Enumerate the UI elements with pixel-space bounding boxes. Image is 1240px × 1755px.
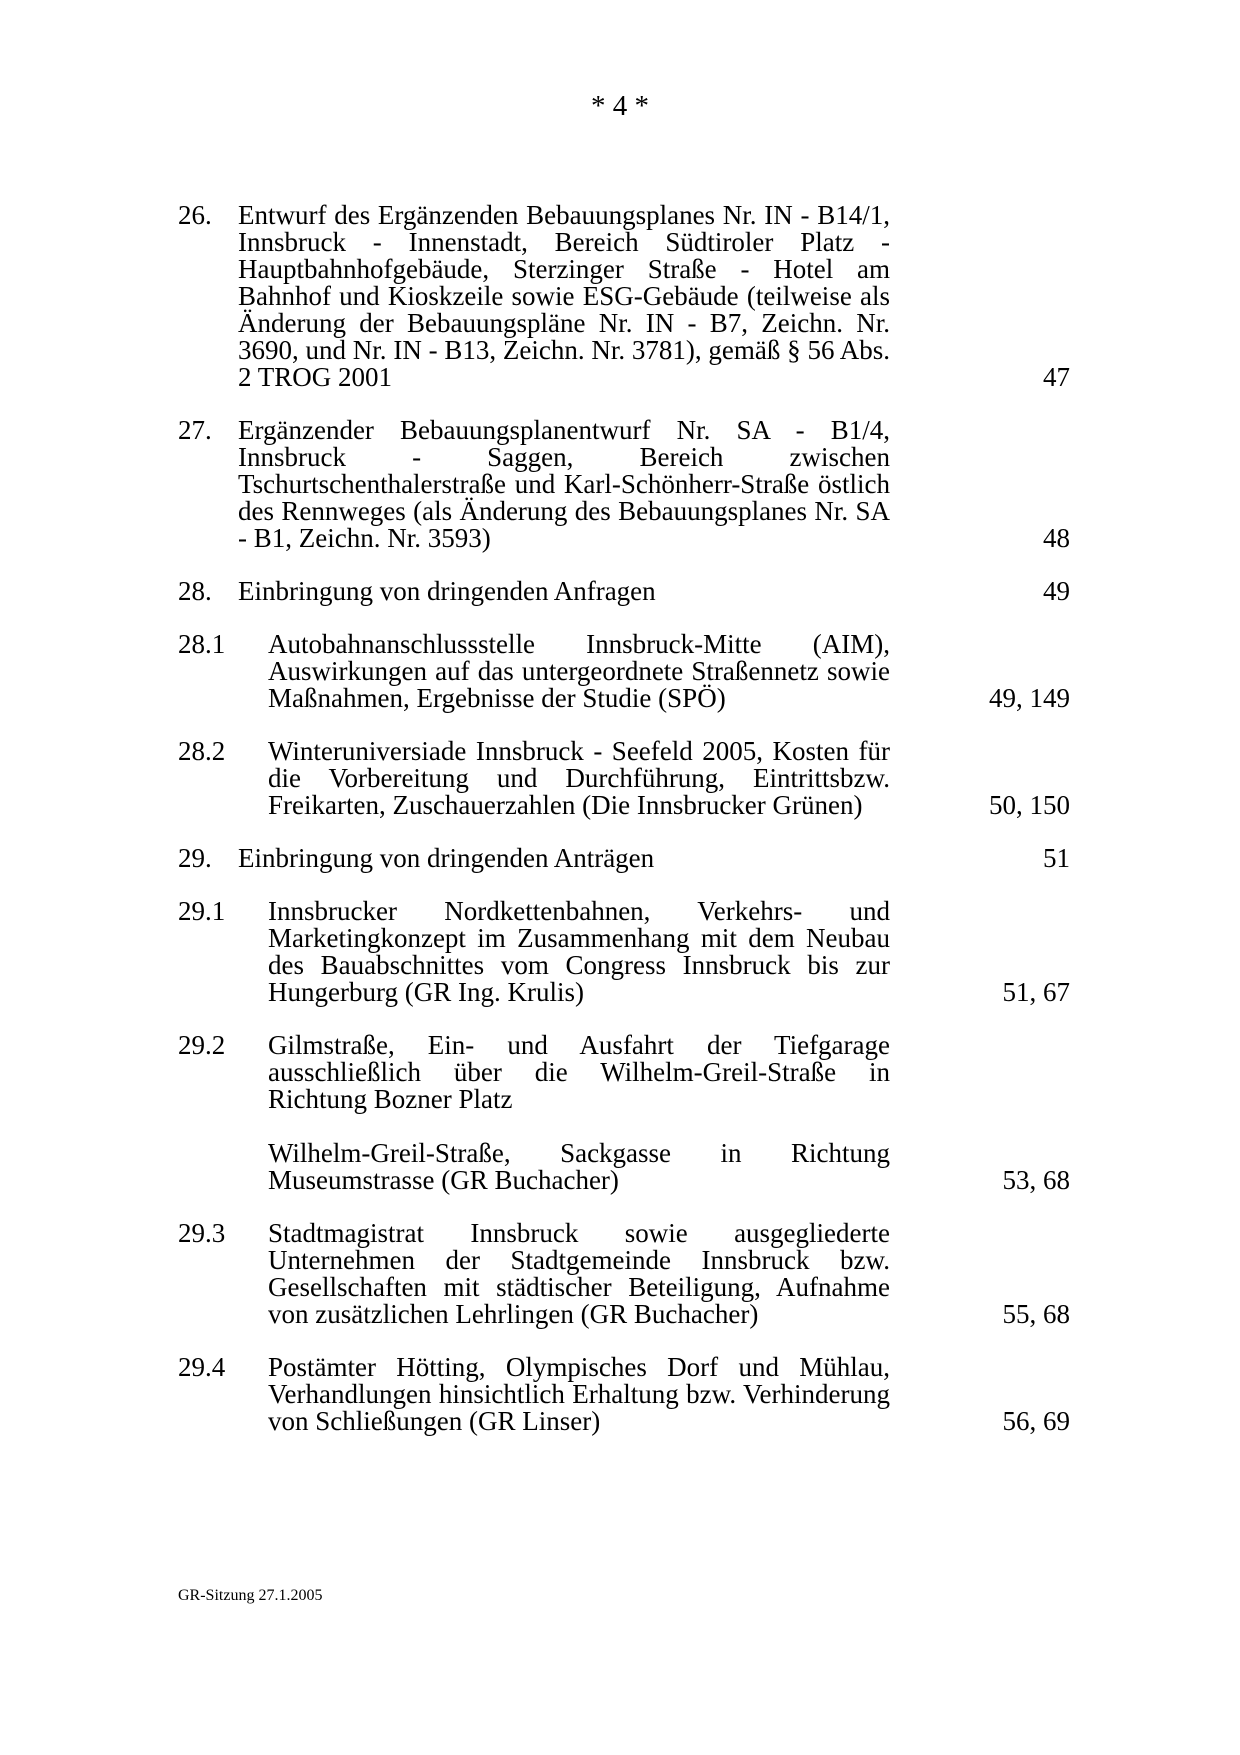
toc-entry-29-2: [178, 1032, 1070, 1194]
entry-pages: 51, 67: [1002, 977, 1070, 1007]
entry-number: 28.: [178, 576, 212, 606]
entry-paragraph: Postämter Hötting, Olympisches Dorf und Mühlau, Verhandlungen hinsichtlich Erhaltung bzw. Verhinderung von Schließungen (GR Linser): [268, 1352, 890, 1436]
entry-text: [268, 1220, 890, 1328]
entry-number: 29.: [178, 843, 212, 873]
entry-number: 28.1: [178, 629, 226, 659]
toc-entry-29-3: [178, 1220, 1070, 1328]
toc-entry-29: [178, 845, 1070, 872]
entry-paragraph: Entwurf des Ergänzenden Bebauungsplanes Nr. IN - B14/1, Innsbruck - Innenstadt, Bereich Südtiroler Platz - Hauptbahnhofgebäude, Sterzinger Straße - Hotel am Bahnhof und Kioskzeile sowie ESG-Gebäude (teilweise als Änderung der Bebauungspläne Nr. IN - B7, Zeichn. Nr. 3690, und Nr. IN - B13, Zeichn. Nr. 3781), gemäß § 56 Abs. 2 TROG 2001: [238, 200, 890, 392]
toc-entry-28: [178, 578, 1070, 605]
entry-text: [238, 202, 890, 391]
entry-number: 29.3: [178, 1218, 226, 1248]
entry-number: 28.2: [178, 736, 226, 766]
entry-paragraph: Stadtmagistrat Innsbruck sowie ausgegliederte Unternehmen der Stadtgemeinde Innsbruck bzw. Gesellschaften mit städtischer Beteiligung, Aufnahme von zusätzlichen Lehrlingen (GR Buchacher): [268, 1218, 890, 1329]
table-of-contents: [178, 202, 1070, 1461]
entry-paragraph: Winteruniversiade Innsbruck - Seefeld 2005, Kosten für die Vorbereitung und Durchführung, Eintrittsbzw. Freikarten, Zuschauerzahlen (Die Innsbrucker Grünen): [268, 736, 890, 820]
entry-text: [238, 417, 890, 552]
entry-number: 29.4: [178, 1352, 226, 1382]
entry-pages: 48: [1043, 523, 1070, 553]
entry-number: 29.1: [178, 896, 226, 926]
entry-paragraph: Einbringung von dringenden Anfragen: [238, 576, 656, 606]
entry-text: [268, 1032, 890, 1194]
entry-number: 26.: [178, 200, 212, 230]
entry-text: [268, 631, 890, 712]
entry-pages: 47: [1043, 362, 1070, 392]
entry-paragraph: Autobahnanschlussstelle Innsbruck-Mitte (AIM), Auswirkungen auf das untergeordnete Straßennetz sowie Maßnahmen, Ergebnisse der Studie (SPÖ): [268, 629, 890, 713]
entry-pages: 53, 68: [1002, 1165, 1070, 1195]
entry-text: [238, 578, 890, 605]
entry-pages: 50, 150: [989, 790, 1070, 820]
entry-number: 27.: [178, 415, 212, 445]
entry-text: [238, 845, 890, 872]
entry-pages: 55, 68: [1002, 1299, 1070, 1329]
entry-pages: 49: [1043, 576, 1070, 606]
toc-entry-26: [178, 202, 1070, 391]
toc-entry-28-2: [178, 738, 1070, 819]
entry-paragraph: Gilmstraße, Ein- und Ausfahrt der Tiefgarage ausschließlich über die Wilhelm-Greil-Straße in Richtung Bozner Platz: [268, 1030, 890, 1114]
entry-paragraph: Wilhelm-Greil-Straße, Sackgasse in Richtung Museumstrasse (GR Buchacher): [268, 1138, 890, 1195]
page-number: * 4 *: [591, 90, 649, 122]
toc-entry-29-1: [178, 898, 1070, 1006]
entry-text: [268, 1354, 890, 1435]
entry-paragraph: Ergänzender Bebauungsplanentwurf Nr. SA - B1/4, Innsbruck - Saggen, Bereich zwischen Tschurtschenthalerstraße und Karl-Schönherr-Straße östlich des Rennweges (als Änderung des Bebauungsplanes Nr. SA - B1, Zeichn. Nr. 3593): [238, 415, 890, 553]
entry-pages: 49, 149: [989, 683, 1070, 713]
entry-pages: 51: [1043, 843, 1070, 873]
entry-paragraph: Innsbrucker Nordkettenbahnen, Verkehrs- und Marketingkonzept im Zusammenhang mit dem Neubau des Bauabschnittes vom Congress Innsbruck bis zur Hungerburg (GR Ing. Krulis): [268, 896, 890, 1007]
entry-text: [268, 898, 890, 1006]
entry-number: 29.2: [178, 1030, 226, 1060]
entry-paragraph: Einbringung von dringenden Anträgen: [238, 843, 655, 873]
footer-session-date: GR-Sitzung 27.1.2005: [178, 1587, 323, 1604]
toc-entry-28-1: [178, 631, 1070, 712]
entry-pages: 56, 69: [1002, 1406, 1070, 1436]
entry-text: [268, 738, 890, 819]
toc-entry-29-4: [178, 1354, 1070, 1435]
toc-entry-27: [178, 417, 1070, 552]
